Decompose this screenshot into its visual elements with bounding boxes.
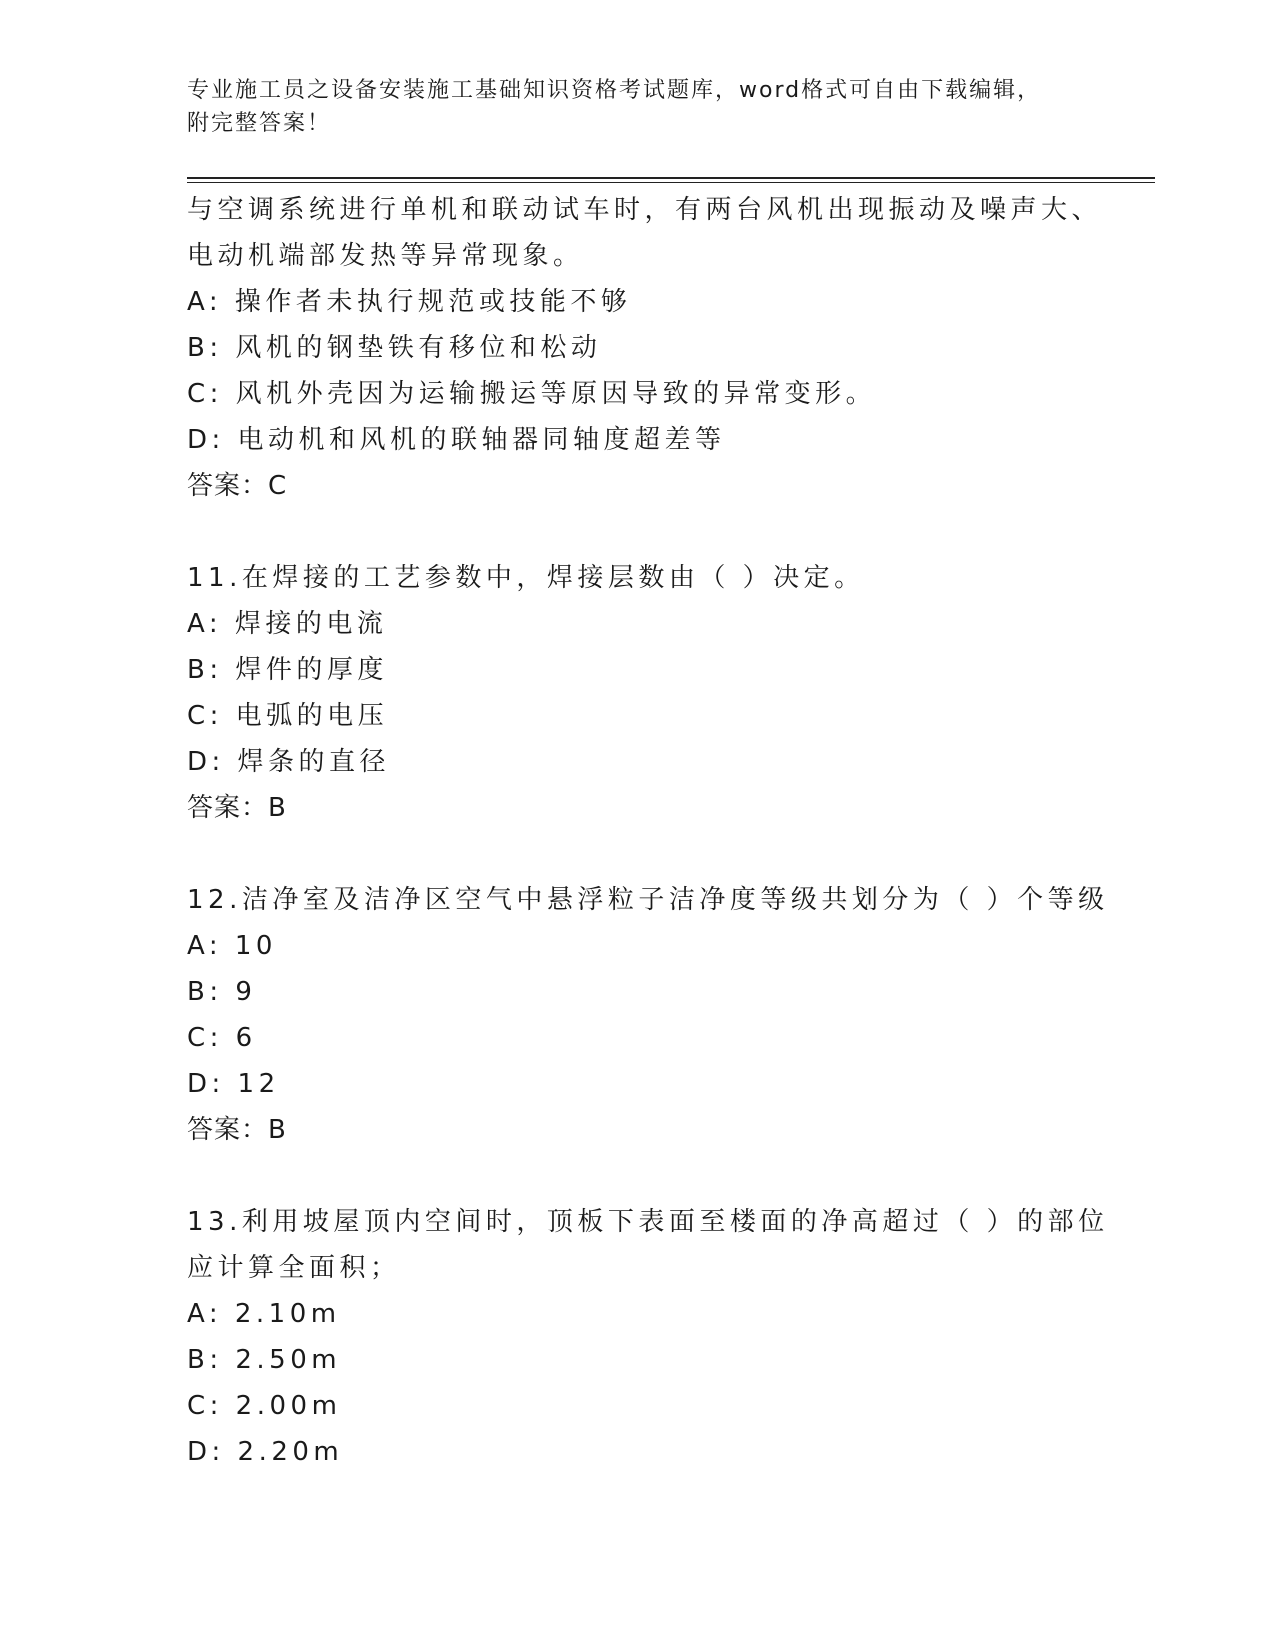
option-b: B: 2.50m <box>187 1345 342 1375</box>
answer-line: 答案：C <box>187 471 288 501</box>
question-stem: 应计算全面积； <box>187 1253 401 1283</box>
option-d: D: 12 <box>187 1069 280 1099</box>
question-stem: 12.洁净室及洁净区空气中悬浮粒子洁净度等级共划分为（ ）个等级 <box>187 885 1109 915</box>
question-12 <box>187 877 1109 1153</box>
option-a: A: 焊接的电流 <box>187 609 388 639</box>
document-header <box>187 74 1087 140</box>
option-a: A: 10 <box>187 931 277 961</box>
option-b: B: 9 <box>187 977 257 1007</box>
option-a: A: 2.10m <box>187 1299 341 1329</box>
question-stem: 电动机端部发热等异常现象。 <box>187 241 584 271</box>
question-11 <box>187 555 1087 831</box>
question-10 <box>187 187 1103 509</box>
question-13 <box>187 1199 1109 1475</box>
question-spacer <box>187 831 1087 877</box>
header-divider-thin <box>187 182 1155 183</box>
answer-line: 答案：B <box>187 1115 287 1145</box>
question-spacer <box>187 509 1087 555</box>
question-list <box>187 187 1109 1475</box>
option-d: D: 焊条的直径 <box>187 747 391 777</box>
option-d: D: 电动机和风机的联轴器同轴度超差等 <box>187 425 726 455</box>
header-line-1: 专业施工员之设备安装施工基础知识资格考试题库，word格式可自由下载编辑， <box>187 78 1042 103</box>
answer-line: 答案：B <box>187 793 287 823</box>
option-b: B: 焊件的厚度 <box>187 655 388 685</box>
question-stem: 与空调系统进行单机和联动试车时，有两台风机出现振动及噪声大、 <box>187 195 1103 225</box>
option-c: C: 风机外壳因为运输搬运等原因导致的异常变形。 <box>187 379 877 409</box>
option-c: C: 2.00m <box>187 1391 342 1421</box>
header-divider-thick <box>187 177 1155 179</box>
option-b: B: 风机的钢垫铁有移位和松动 <box>187 333 602 363</box>
option-c: C: 6 <box>187 1023 257 1053</box>
header-line-2: 附完整答案！ <box>187 111 332 136</box>
question-spacer <box>187 1153 1087 1199</box>
option-c: C: 电弧的电压 <box>187 701 389 731</box>
question-stem: 11.在焊接的工艺参数中，焊接层数由（ ）决定。 <box>187 563 865 593</box>
option-a: A: 操作者未执行规范或技能不够 <box>187 287 632 317</box>
question-stem: 13.利用坡屋顶内空间时，顶板下表面至楼面的净高超过（ ）的部位 <box>187 1207 1109 1237</box>
option-d: D: 2.20m <box>187 1437 344 1467</box>
